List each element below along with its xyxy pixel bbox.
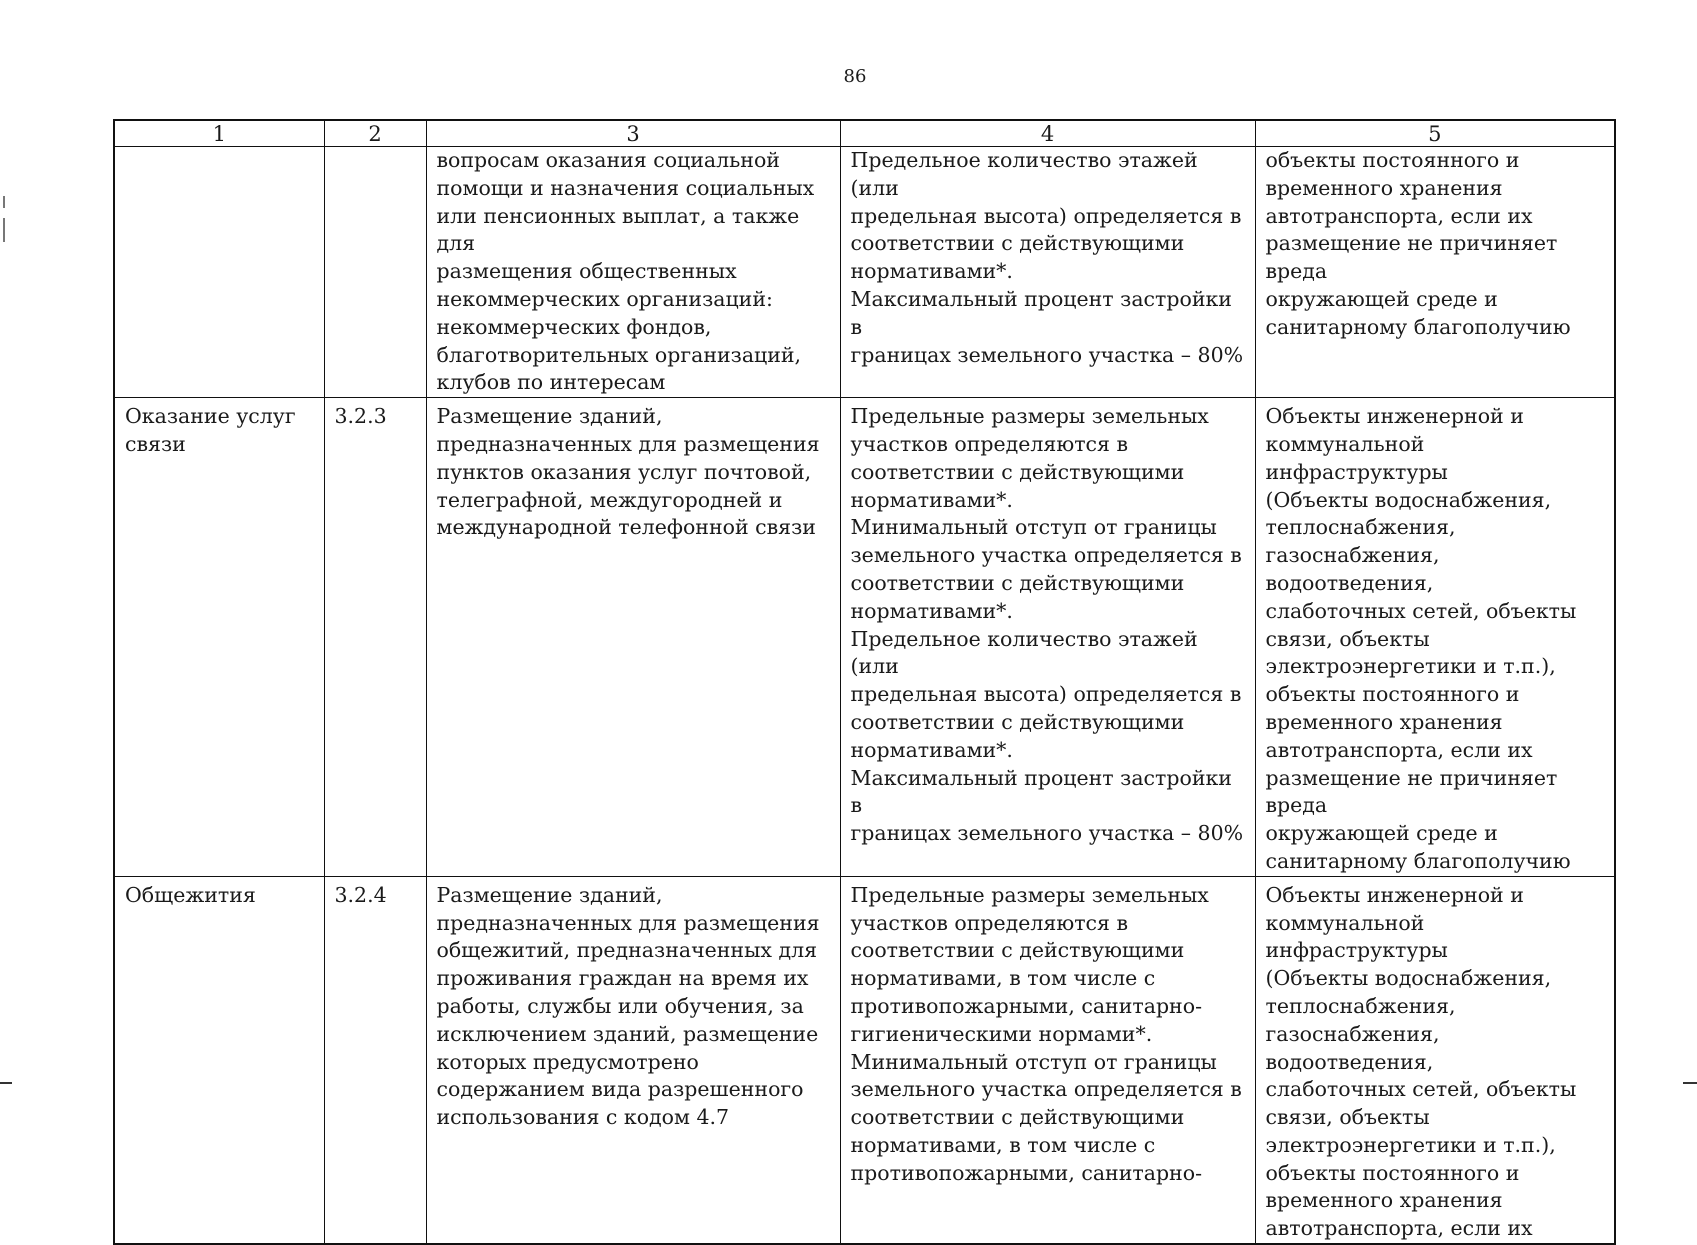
use-parameters: Предельное количество этажей (или предельная высота) определяется в соответствии с действующими нормативами*. Максимальный процент застройки в границах земельного участка – 80%: [840, 147, 1255, 398]
auxiliary-uses: Объекты инженерной и коммунальной инфраструктуры (Объекты водоснабжения, теплоснабжения, газоснабжения, водоотведения, слаботочных сетей, объекты связи, объекты электроэнергетики и т.п.), объекты постоянного и временного хранения автотранспорта, если их: [1255, 876, 1615, 1244]
scan-edge-mark: [0, 1082, 12, 1084]
use-type-name: Оказание услуг связи: [114, 398, 324, 877]
scan-margin-mark: [3, 218, 5, 242]
column-number-1: 1: [114, 120, 324, 147]
land-use-table: [113, 119, 1616, 1245]
use-type-code: [324, 147, 426, 398]
use-type-description: вопросам оказания социальной помощи и назначения социальных или пенсионных выплат, а также для размещения общественных некоммерческих организаций: некоммерческих фондов, благотворительных организаций, клубов по интересам: [426, 147, 840, 398]
auxiliary-uses: объекты постоянного и временного хранения автотранспорта, если их размещение не причиняет вреда окружающей среде и санитарному благополучию: [1255, 147, 1615, 398]
scan-edge-mark: [1683, 1082, 1697, 1084]
use-type-description: Размещение зданий, предназначенных для размещения общежитий, предназначенных для проживания граждан на время их работы, службы или обучения, за исключением зданий, размещение которых предусмотрено содержанием вида разрешенного использования с кодом 4.7: [426, 876, 840, 1244]
use-type-name: Общежития: [114, 876, 324, 1244]
table-row: [114, 876, 1615, 1244]
column-number-4: 4: [840, 120, 1255, 147]
use-type-code: 3.2.4: [324, 876, 426, 1244]
table-row: [114, 147, 1615, 398]
use-parameters: Предельные размеры земельных участков определяются в соответствии с действующими нормативами, в том числе с противопожарными, санитарно- гигиеническими нормами*. Минимальный отступ от границы земельного участка определяется в соответствии с действующими нормативами, в том числе с противопожарными, санитарно-: [840, 876, 1255, 1244]
column-number-5: 5: [1255, 120, 1615, 147]
use-type-description: Размещение зданий, предназначенных для размещения пунктов оказания услуг почтовой, телеграфной, междугородней и международной телефонной связи: [426, 398, 840, 877]
use-parameters: Предельные размеры земельных участков определяются в соответствии с действующими нормативами*. Минимальный отступ от границы земельного участка определяется в соответствии с действующими нормативами*. Предельное количество этажей (или предельная высота) определяется в соответствии с действующими нормативами*. Максимальный процент застройки в границах земельного участка – 80%: [840, 398, 1255, 877]
scan-margin-mark: [3, 196, 5, 208]
column-number-2: 2: [324, 120, 426, 147]
use-type-name: [114, 147, 324, 398]
auxiliary-uses: Объекты инженерной и коммунальной инфраструктуры (Объекты водоснабжения, теплоснабжения, газоснабжения, водоотведения, слаботочных сетей, объекты связи, объекты электроэнергетики и т.п.), объекты постоянного и временного хранения автотранспорта, если их размещение не причиняет вреда окружающей среде и санитарному благополучию: [1255, 398, 1615, 877]
use-type-code: 3.2.3: [324, 398, 426, 877]
column-number-3: 3: [426, 120, 840, 147]
column-number-row: [114, 120, 1615, 147]
table-row: [114, 398, 1615, 877]
page-number: 86: [843, 66, 867, 87]
